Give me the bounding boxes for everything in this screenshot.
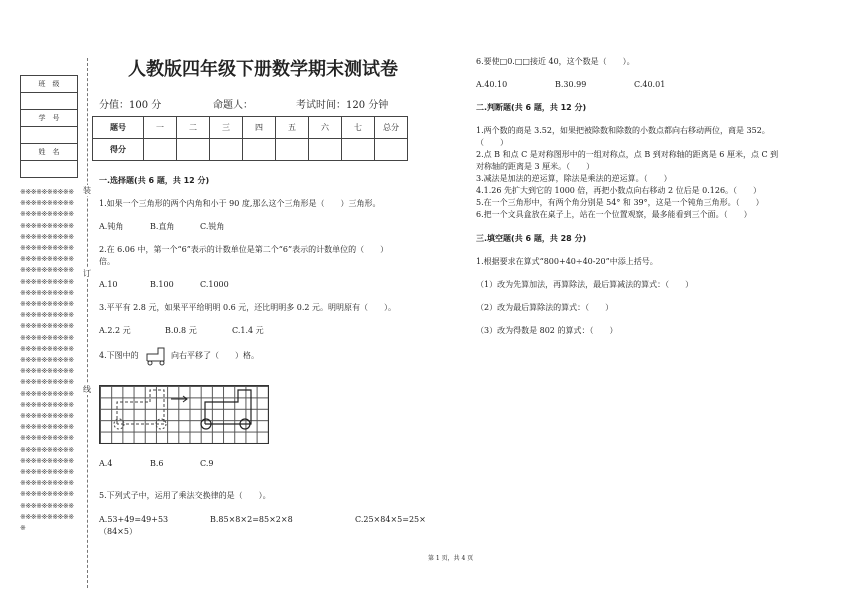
class-label: 班 级: [21, 76, 78, 93]
q2-option-c: C.1000: [200, 280, 229, 289]
judge-5: 5.在一个三角形中，有两个角分别是 54° 和 39°，这是一个钝角三角形。（ ）: [476, 198, 764, 207]
translation-figures: [99, 385, 267, 442]
score-header-cell: 总分: [375, 117, 408, 139]
section1-title: 一.选择题(共 6 题，共 12 分): [99, 176, 210, 185]
judge-4: 4.1.26 先扩大到它的 1000 倍，再把小数点向右移动 2 位后是 0.126。（ ）: [476, 186, 762, 195]
score-header-cell: 三: [210, 117, 243, 139]
cart-figure-icon: [144, 345, 170, 367]
q6-option-b: B.30.99: [555, 80, 587, 89]
seal-line: [87, 58, 88, 588]
binding-pattern: ※※※※※※※※※※※※※※※※※※※※※※※※※※※※※※※※※※※※※※※※※※※※※※※※※※※※※※※※※※※※※※※※※※※※※※※※※※※※※※※※※※※※※※※※※※※※※※※※※※※※※※※※※※※※※※※※※※※※※※※※※※※※※※※※※※※※※※※※※※※※※※※※※※※※※※※※※※※※※※※※※※※※※※※※※※※※※※※※※※※※※※※※※※※※※※※※※※※※※※※※※※※※※※※※※※※※※※※※※※※※※※※※※※※※※※※※※※※※※※※※※※※※※※※※※※※※※※※※※※※※※※※※※※※※※※※※※※※※※※※※※※※※※※※※※※※※※※※※※※※※※: [20, 188, 74, 533]
student-info-table: [20, 75, 78, 178]
question-2: 2.在 6.06 中，第一个“6”表示的计数单位是第二个“6”表示的计数单位的（ ）: [99, 245, 389, 254]
fill-1c: （3）改为得数是 802 的算式：（ ）: [476, 326, 618, 335]
score-header-cell: 题号: [93, 117, 144, 139]
question-1: 1.如果一个三角形的两个内角和小于 90 度,那么这个三角形是（ ）三角形。: [99, 199, 381, 208]
q1-option-c: C.锐角: [200, 222, 225, 231]
q5-option-c: C.25×84×5=25×: [355, 515, 426, 524]
judge-2-cont: 对称轴的距离是 3 厘米。（ ）: [476, 162, 595, 171]
seal-word-ding: 订: [83, 269, 91, 278]
judge-1: 1.两个数的商是 3.52，如果把被除数和除数的小数点都向右移动两位，商是 352。: [476, 126, 770, 135]
score-total: 分值：100 分: [99, 100, 162, 111]
q3-option-c: C.1.4 元: [232, 326, 264, 335]
score-table: [92, 116, 408, 161]
q2-option-b: B.100: [150, 280, 174, 289]
score-header-cell: 七: [342, 117, 375, 139]
question-4-pre: 4.下图中的: [99, 351, 139, 360]
q4-option-b: B.6: [150, 459, 164, 468]
score-header-cell: 六: [309, 117, 342, 139]
name-field[interactable]: [21, 161, 78, 178]
judge-3: 3.减法是加法的逆运算，除法是乘法的逆运算。（ ）: [476, 174, 672, 183]
seal-word-xian: 线: [83, 385, 91, 394]
score-header-cell: 一: [144, 117, 177, 139]
id-field[interactable]: [21, 127, 78, 144]
score-cell[interactable]: [276, 139, 309, 161]
score-cell[interactable]: [243, 139, 276, 161]
score-cell[interactable]: [342, 139, 375, 161]
exam-time: 考试时间：120 分钟: [296, 100, 389, 111]
page-number: 第 1 页，共 4 页: [428, 555, 474, 562]
question-4-post: 向右平移了（ ）格。: [171, 351, 259, 360]
question-3: 3.平平有 2.8 元，如果平平给明明 0.6 元，还比明明多 0.2 元。明明原有（ ）。: [99, 303, 397, 312]
score-cell[interactable]: [210, 139, 243, 161]
q3-option-a: A.2.2 元: [99, 326, 131, 335]
q6-option-c: C.40.01: [634, 80, 666, 89]
q1-option-a: A.钝角: [99, 222, 124, 231]
seal-word-zhuang: 装: [83, 186, 91, 195]
author-label: 命题人：: [213, 100, 253, 111]
score-header-cell: 四: [243, 117, 276, 139]
name-label: 姓 名: [21, 144, 78, 161]
id-label: 学 号: [21, 110, 78, 127]
q6-option-a: A.40.10: [476, 80, 508, 89]
page-title: 人教版四年级下册数学期末测试卷: [128, 59, 398, 80]
fill-1: 1.根据要求在算式“800+40÷40-20”中添上括号。: [476, 257, 658, 266]
score-cell[interactable]: [177, 139, 210, 161]
q3-option-b: B.0.8 元: [165, 326, 197, 335]
question-2-cont: 倍。: [99, 257, 115, 266]
judge-2: 2.点 B 和点 C 是对称图形中的一组对称点，点 B 到对称轴的距离是 6 厘米，点 C 到: [476, 150, 779, 159]
question-5: 5.下列式子中，运用了乘法交换律的是（ ）。: [99, 491, 271, 500]
q1-option-b: B.直角: [150, 222, 175, 231]
question-6: 6.要使□0.□□接近 40，这个数是（ ）。: [476, 57, 635, 66]
section3-title: 三.填空题(共 6 题，共 28 分): [476, 234, 587, 243]
score-cell[interactable]: [144, 139, 177, 161]
q2-option-a: A.10: [99, 280, 118, 289]
judge-1-cont: （ ）: [476, 138, 508, 147]
fill-1b: （2）改为最后算除法的算式：（ ）: [476, 303, 614, 312]
fill-1a: （1）改为先算加法，再算除法，最后算减法的算式：（ ）: [476, 280, 694, 289]
q5-option-a: A.53+49=49+53: [99, 515, 169, 524]
q5-option-c-cont: （84×5）: [99, 527, 137, 536]
q5-option-b: B.85×8×2=85×2×8: [210, 515, 293, 524]
score-header-cell: 五: [276, 117, 309, 139]
q4-option-a: A.4: [99, 459, 113, 468]
score-row-label: 得分: [93, 139, 144, 161]
class-field[interactable]: [21, 93, 78, 110]
score-header-cell: 二: [177, 117, 210, 139]
score-cell[interactable]: [309, 139, 342, 161]
q4-option-c: C.9: [200, 459, 214, 468]
judge-6: 6.把一个文具盒放在桌子上，站在一个位置观察，最多能看到三个面。（ ）: [476, 210, 752, 219]
section2-title: 二.判断题(共 6 题，共 12 分): [476, 103, 587, 112]
score-cell[interactable]: [375, 139, 408, 161]
